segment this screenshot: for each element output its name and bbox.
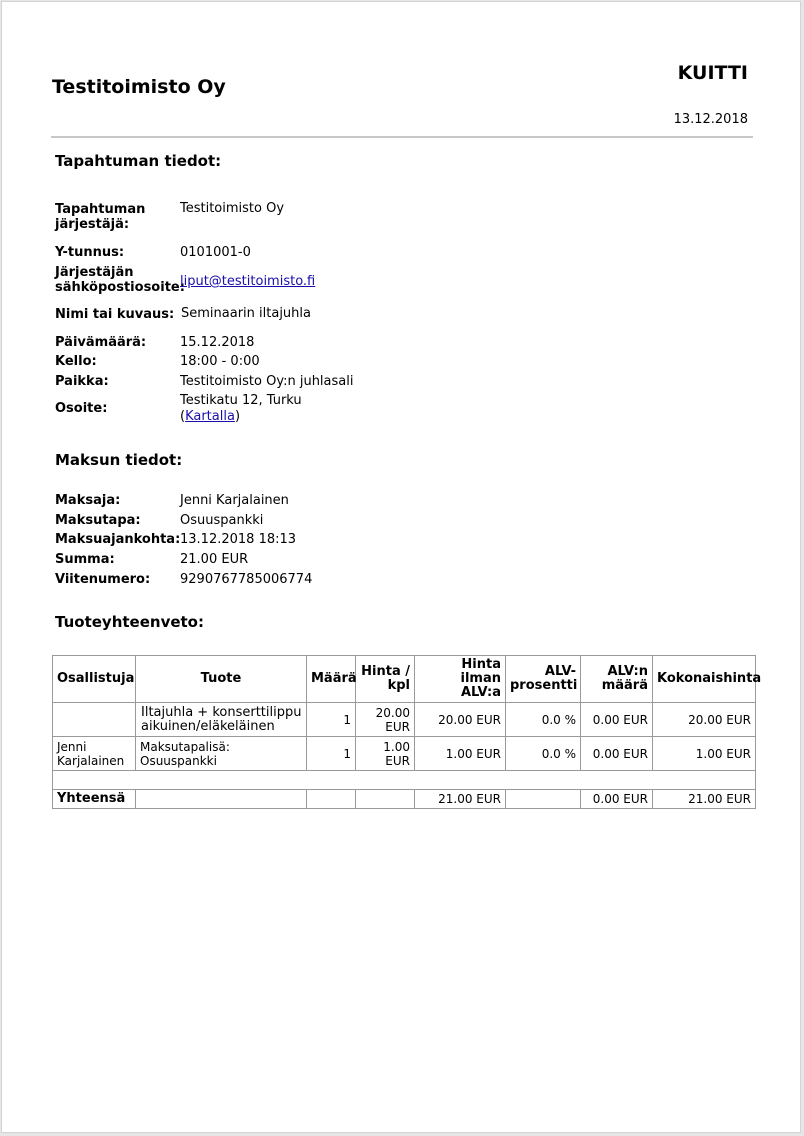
reference-label: Viitenumero: (55, 572, 151, 587)
total-unit-price (356, 790, 415, 809)
table-header-row (53, 656, 756, 703)
organizer-label: Tapahtuman järjestäjä: (55, 202, 146, 232)
total-vat-amount: 0.00 EUR (581, 790, 653, 809)
document-title: KUITTI (677, 62, 748, 84)
cell-vat-amount: 0.00 EUR (581, 737, 653, 771)
cell-unit-price: 20.00 EUR (356, 703, 415, 737)
email-label: Järjestäjän sähköpostiosoite: (55, 265, 185, 295)
payment-sum-label: Summa: (55, 552, 115, 567)
cell-quantity: 1 (307, 703, 356, 737)
cell-total: 20.00 EUR (653, 703, 756, 737)
event-date-value: 15.12.2018 (180, 335, 255, 350)
col-header-product: Tuote (136, 656, 307, 703)
summary-section-title: Tuoteyhteenveto: (55, 613, 204, 631)
business-id-label: Y-tunnus: (55, 245, 125, 260)
table-row (53, 737, 756, 771)
payment-method-label: Maksutapa: (55, 513, 141, 528)
table-row (53, 703, 756, 737)
cell-unit-price: 1.00 EUR (356, 737, 415, 771)
payment-sum-value: 21.00 EUR (180, 552, 249, 567)
payment-time-label: Maksuajankohta: (55, 532, 181, 547)
event-address-value: Testikatu 12, Turku (180, 393, 302, 408)
event-section-title: Tapahtuman tiedot: (55, 152, 222, 170)
col-header-total: Kokonaishinta (653, 656, 756, 703)
table-total-row (53, 790, 756, 809)
cell-vat-amount: 0.00 EUR (581, 703, 653, 737)
event-date-label: Päivämäärä: (55, 335, 147, 350)
event-place-value: Testitoimisto Oy:n juhlasali (180, 374, 354, 389)
col-header-vat-percent: ALV-prosentti (506, 656, 581, 703)
company-name: Testitoimisto Oy (52, 76, 226, 98)
reference-value: 9290767785006774 (180, 572, 313, 587)
event-name-label: Nimi tai kuvaus: (55, 307, 175, 322)
total-price-excl-vat: 21.00 EUR (415, 790, 506, 809)
total-quantity (307, 790, 356, 809)
payer-value: Jenni Karjalainen (180, 493, 289, 508)
product-summary-table (52, 655, 762, 809)
event-address-label: Osoite: (55, 401, 108, 416)
col-header-unit-price: Hinta / kpl (356, 656, 415, 703)
cell-vat-percent: 0.0 % (506, 703, 581, 737)
receipt-date: 13.12.2018 (673, 112, 748, 127)
total-label: Yhteensä (53, 790, 136, 809)
payment-method-value: Osuuspankki (180, 513, 264, 528)
payment-section-title: Maksun tiedot: (55, 451, 183, 469)
total-vat-percent (506, 790, 581, 809)
event-time-value: 18:00 - 0:00 (180, 354, 260, 369)
receipt-page (1, 1, 801, 1133)
total-sum: 21.00 EUR (653, 790, 756, 809)
cell-total: 1.00 EUR (653, 737, 756, 771)
cell-participant: Jenni Karjalainen (53, 737, 136, 771)
col-header-price-excl-vat: Hinta ilman ALV:a (415, 656, 506, 703)
cell-product: Maksutapalisä: Osuuspankki (136, 737, 307, 771)
cell-quantity: 1 (307, 737, 356, 771)
organizer-email-link[interactable]: liput@testitoimisto.fi (180, 274, 316, 289)
cell-price-excl-vat: 20.00 EUR (415, 703, 506, 737)
col-header-vat-amount: ALV:n määrä (581, 656, 653, 703)
col-header-quantity: Määrä (307, 656, 356, 703)
col-header-participant: Osallistuja (53, 656, 136, 703)
map-paren-open: ( (180, 409, 186, 424)
event-name-value: Seminaarin iltajuhla (181, 306, 311, 321)
map-paren-close: ) (234, 409, 241, 424)
map-link[interactable]: Kartalla (185, 409, 235, 424)
cell-product: Iltajuhla + konserttilippu aikuinen/eläkeläinen (136, 703, 307, 737)
cell-participant (53, 703, 136, 737)
cell-price-excl-vat: 1.00 EUR (415, 737, 506, 771)
event-time-label: Kello: (55, 354, 97, 369)
total-product (136, 790, 307, 809)
table-spacer-row (53, 771, 756, 790)
payer-label: Maksaja: (55, 493, 121, 508)
event-place-label: Paikka: (55, 374, 109, 389)
organizer-value: Testitoimisto Oy (180, 201, 285, 216)
header-divider (51, 136, 753, 138)
payment-time-value: 13.12.2018 18:13 (180, 532, 297, 547)
business-id-value: 0101001-0 (180, 245, 251, 260)
cell-vat-percent: 0.0 % (506, 737, 581, 771)
